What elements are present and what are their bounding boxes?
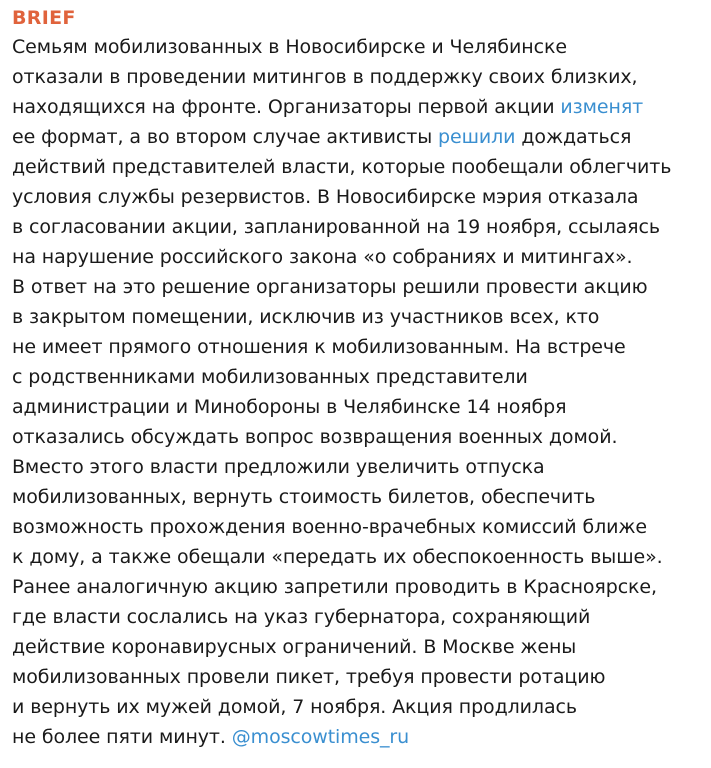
message-line — [12, 182, 707, 212]
message-line — [12, 122, 707, 152]
message-line — [12, 392, 707, 422]
text-segment: мобилизованных провели пикет, требуя провести ротацию — [12, 666, 606, 688]
text-segment: не имеет прямого отношения к мобилизованным. На встрече — [12, 336, 626, 358]
message-line — [12, 272, 707, 302]
message-line — [12, 332, 707, 362]
message-line — [12, 32, 707, 62]
message-line — [12, 362, 707, 392]
message-line — [12, 662, 707, 692]
text-segment: ее формат, а во втором случае активисты — [12, 126, 439, 148]
text-segment: к дому, а также обещали «передать их обеспокоенность выше». — [12, 546, 663, 568]
message-post — [12, 4, 707, 752]
message-line — [12, 422, 707, 452]
message-line — [12, 152, 707, 182]
text-segment: Семьям мобилизованных в Новосибирске и Челябинске — [12, 36, 567, 58]
message-line — [12, 482, 707, 512]
message-line — [12, 62, 707, 92]
text-link[interactable]: @moscowtimes_ru — [231, 726, 410, 748]
message-line — [12, 572, 707, 602]
text-segment: возможность прохождения военно-врачебных комиссий ближе — [12, 516, 647, 538]
text-segment: Вместо этого власти предложили увеличить отпуска — [12, 456, 545, 478]
text-segment: условия службы резервистов. В Новосибирске мэрия отказала — [12, 186, 639, 208]
message-line — [12, 602, 707, 632]
text-segment: в согласовании акции, запланированной на 19 ноября, ссылаясь — [12, 216, 660, 238]
message-line — [12, 512, 707, 542]
message-line — [12, 302, 707, 332]
message-line — [12, 722, 707, 752]
text-segment: в закрытом помещении, исключив из участников всех, кто — [12, 306, 600, 328]
message-line — [12, 542, 707, 572]
message-line — [12, 92, 707, 122]
message-line — [12, 692, 707, 722]
text-segment: отказались обсуждать вопрос возвращения военных домой. — [12, 426, 618, 448]
text-segment: Ранее аналогичную акцию запретили проводить в Красноярске, — [12, 576, 657, 598]
text-segment: мобилизованных, вернуть стоимость билетов, обеспечить — [12, 486, 596, 508]
message-text — [12, 32, 707, 752]
channel-name[interactable]: BRIEF — [12, 7, 76, 29]
text-segment: действий представителей власти, которые пообещали облегчить — [12, 156, 672, 178]
text-segment: действие коронавирусных ограничений. В Москве жены — [12, 636, 577, 658]
text-segment: дождаться — [515, 126, 632, 148]
text-segment: с родственниками мобилизованных представители — [12, 366, 528, 388]
message-line — [12, 242, 707, 272]
message-line — [12, 452, 707, 482]
message-line — [12, 632, 707, 662]
text-link[interactable]: решили — [438, 126, 516, 148]
text-segment: находящихся на фронте. Организаторы первой акции — [12, 96, 561, 118]
text-link[interactable]: изменят — [560, 96, 644, 118]
text-segment: не более пяти минут. — [12, 726, 232, 748]
text-segment: и вернуть их мужей домой, 7 ноября. Акция продлилась — [12, 696, 577, 718]
message-line — [12, 212, 707, 242]
text-segment: В ответ на это решение организаторы решили провести акцию — [12, 276, 648, 298]
text-segment: на нарушение российского закона «о собраниях и митингах». — [12, 246, 633, 268]
text-segment: где власти сослались на указ губернатора, сохраняющий — [12, 606, 591, 628]
text-segment: отказали в проведении митингов в поддержку своих близких, — [12, 66, 638, 88]
text-segment: администрации и Минобороны в Челябинске 14 ноября — [12, 396, 567, 418]
